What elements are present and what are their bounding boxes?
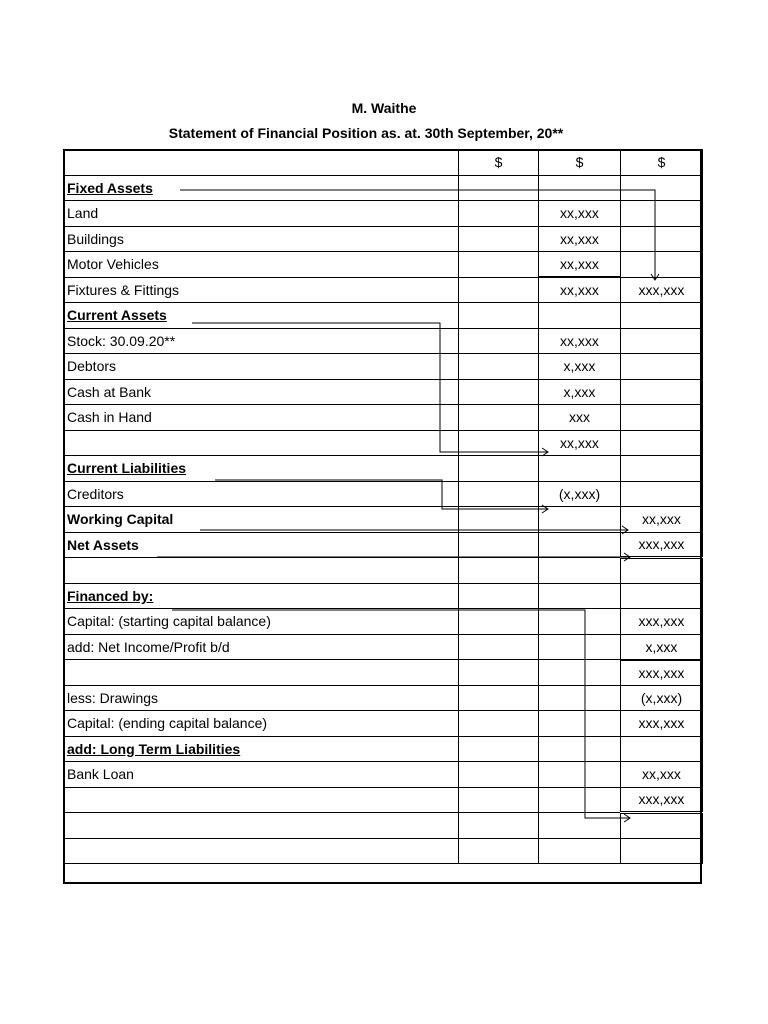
row-label: Capital: (starting capital balance) xyxy=(64,609,459,635)
amount-col-2 xyxy=(539,532,621,558)
amount-col-1 xyxy=(459,456,539,482)
row-label xyxy=(64,838,459,864)
amount-col-3 xyxy=(621,328,703,354)
amount-col-3 xyxy=(621,175,703,201)
row-label: add: Net Income/Profit b/d xyxy=(64,634,459,660)
amount-col-3 xyxy=(621,838,703,864)
row-label: add: Long Term Liabilities xyxy=(64,736,459,762)
table-row xyxy=(64,558,703,584)
amount-col-1 xyxy=(459,813,539,839)
table-row xyxy=(64,175,703,201)
currency-header: $ xyxy=(539,150,621,176)
currency-header: $ xyxy=(459,150,539,176)
amount-col-1 xyxy=(459,532,539,558)
amount-col-3 xyxy=(621,303,703,329)
table-row xyxy=(64,277,703,303)
amount-col-3: (x,xxx) xyxy=(621,685,703,711)
row-label: Net Assets xyxy=(64,532,459,558)
amount-col-3 xyxy=(621,201,703,227)
row-label xyxy=(64,430,459,456)
amount-col-3: x,xxx xyxy=(621,634,703,660)
amount-col-3 xyxy=(621,456,703,482)
amount-col-2: xx,xxx xyxy=(539,201,621,227)
currency-header: $ xyxy=(621,150,703,176)
amount-col-3 xyxy=(621,736,703,762)
amount-col-3 xyxy=(621,379,703,405)
owner-name: M. Waithe xyxy=(351,100,417,116)
amount-col-3: xx,xxx xyxy=(621,762,703,788)
amount-col-2 xyxy=(539,456,621,482)
amount-col-2 xyxy=(539,660,621,686)
amount-col-1 xyxy=(459,303,539,329)
table-row xyxy=(64,532,703,558)
amount-col-1 xyxy=(459,787,539,813)
row-label: Cash at Bank xyxy=(64,379,459,405)
amount-col-3 xyxy=(621,813,703,839)
row-label xyxy=(64,813,459,839)
amount-col-1 xyxy=(459,354,539,380)
amount-col-2 xyxy=(539,736,621,762)
table-row xyxy=(64,507,703,533)
financial-position-table xyxy=(63,149,703,864)
amount-col-2 xyxy=(539,813,621,839)
amount-col-3 xyxy=(621,354,703,380)
amount-col-1 xyxy=(459,685,539,711)
table-row xyxy=(64,379,703,405)
amount-col-1 xyxy=(459,252,539,278)
amount-col-1 xyxy=(459,405,539,431)
statement-title: Statement of Financial Position as. at. 30th September, 20** xyxy=(168,125,564,141)
amount-col-3: xxx,xxx xyxy=(621,277,703,303)
row-label xyxy=(64,660,459,686)
amount-col-2: xx,xxx xyxy=(539,252,621,278)
amount-col-2 xyxy=(539,583,621,609)
row-label: Buildings xyxy=(64,226,459,252)
table-row xyxy=(64,609,703,635)
amount-col-1 xyxy=(459,609,539,635)
amount-col-1 xyxy=(459,201,539,227)
amount-col-1 xyxy=(459,226,539,252)
amount-col-1 xyxy=(459,634,539,660)
amount-col-2 xyxy=(539,634,621,660)
table-row xyxy=(64,634,703,660)
amount-col-3: xxx,xxx xyxy=(621,532,703,558)
row-label: Creditors xyxy=(64,481,459,507)
amount-col-3 xyxy=(621,252,703,278)
amount-col-3 xyxy=(621,481,703,507)
row-label: Motor Vehicles xyxy=(64,252,459,278)
table-row xyxy=(64,430,703,456)
row-label: Stock: 30.09.20** xyxy=(64,328,459,354)
amount-col-2: (x,xxx) xyxy=(539,481,621,507)
amount-col-1 xyxy=(459,481,539,507)
row-label: less: Drawings xyxy=(64,685,459,711)
table-row xyxy=(64,660,703,686)
amount-col-1 xyxy=(459,175,539,201)
amount-col-3: xxx,xxx xyxy=(621,660,703,686)
amount-col-2 xyxy=(539,711,621,737)
row-label: Current Liabilities xyxy=(64,456,459,482)
amount-col-3 xyxy=(621,583,703,609)
amount-col-2 xyxy=(539,838,621,864)
row-label: Bank Loan xyxy=(64,762,459,788)
table-row xyxy=(64,405,703,431)
row-label: Debtors xyxy=(64,354,459,380)
amount-col-2 xyxy=(539,558,621,584)
row-label: Capital: (ending capital balance) xyxy=(64,711,459,737)
amount-col-1 xyxy=(459,660,539,686)
amount-col-2: x,xxx xyxy=(539,354,621,380)
amount-col-3: xxx,xxx xyxy=(621,787,703,813)
table-row xyxy=(64,762,703,788)
table-row xyxy=(64,838,703,864)
amount-col-3 xyxy=(621,226,703,252)
row-label: Fixtures & Fittings xyxy=(64,277,459,303)
table-row xyxy=(64,736,703,762)
amount-col-2 xyxy=(539,303,621,329)
table-row xyxy=(64,813,703,839)
amount-col-3 xyxy=(621,405,703,431)
table-row xyxy=(64,685,703,711)
table-row xyxy=(64,481,703,507)
row-label: Working Capital xyxy=(64,507,459,533)
amount-col-1 xyxy=(459,711,539,737)
amount-col-2 xyxy=(539,175,621,201)
row-label: Cash in Hand xyxy=(64,405,459,431)
amount-col-3: xxx,xxx xyxy=(621,609,703,635)
table-row xyxy=(64,354,703,380)
row-label xyxy=(64,787,459,813)
table-row xyxy=(64,303,703,329)
amount-col-1 xyxy=(459,838,539,864)
table-row xyxy=(64,583,703,609)
amount-col-2 xyxy=(539,685,621,711)
amount-col-2 xyxy=(539,762,621,788)
amount-col-2: xx,xxx xyxy=(539,328,621,354)
table-row xyxy=(64,456,703,482)
amount-col-2: xxx xyxy=(539,405,621,431)
amount-col-2 xyxy=(539,507,621,533)
row-label: Financed by: xyxy=(64,583,459,609)
amount-col-1 xyxy=(459,583,539,609)
amount-col-1 xyxy=(459,328,539,354)
table-row xyxy=(64,201,703,227)
amount-col-3: xxx,xxx xyxy=(621,711,703,737)
table-row xyxy=(64,328,703,354)
amount-col-1 xyxy=(459,430,539,456)
amount-col-1 xyxy=(459,379,539,405)
amount-col-2: xx,xxx xyxy=(539,277,621,303)
amount-col-2: xx,xxx xyxy=(539,430,621,456)
amount-col-2: x,xxx xyxy=(539,379,621,405)
row-label xyxy=(64,150,459,176)
row-label: Fixed Assets xyxy=(64,175,459,201)
row-label: Current Assets xyxy=(64,303,459,329)
amount-col-1 xyxy=(459,762,539,788)
table-row xyxy=(64,252,703,278)
amount-col-1 xyxy=(459,558,539,584)
row-label xyxy=(64,558,459,584)
amount-col-3: xx,xxx xyxy=(621,507,703,533)
row-label: Land xyxy=(64,201,459,227)
amount-col-1 xyxy=(459,277,539,303)
amount-col-2 xyxy=(539,787,621,813)
amount-col-3 xyxy=(621,430,703,456)
table-row xyxy=(64,787,703,813)
amount-col-2: xx,xxx xyxy=(539,226,621,252)
amount-col-1 xyxy=(459,507,539,533)
amount-col-1 xyxy=(459,736,539,762)
table-row xyxy=(64,226,703,252)
table-row xyxy=(64,711,703,737)
table-row xyxy=(64,150,703,176)
amount-col-2 xyxy=(539,609,621,635)
amount-col-3 xyxy=(621,558,703,584)
